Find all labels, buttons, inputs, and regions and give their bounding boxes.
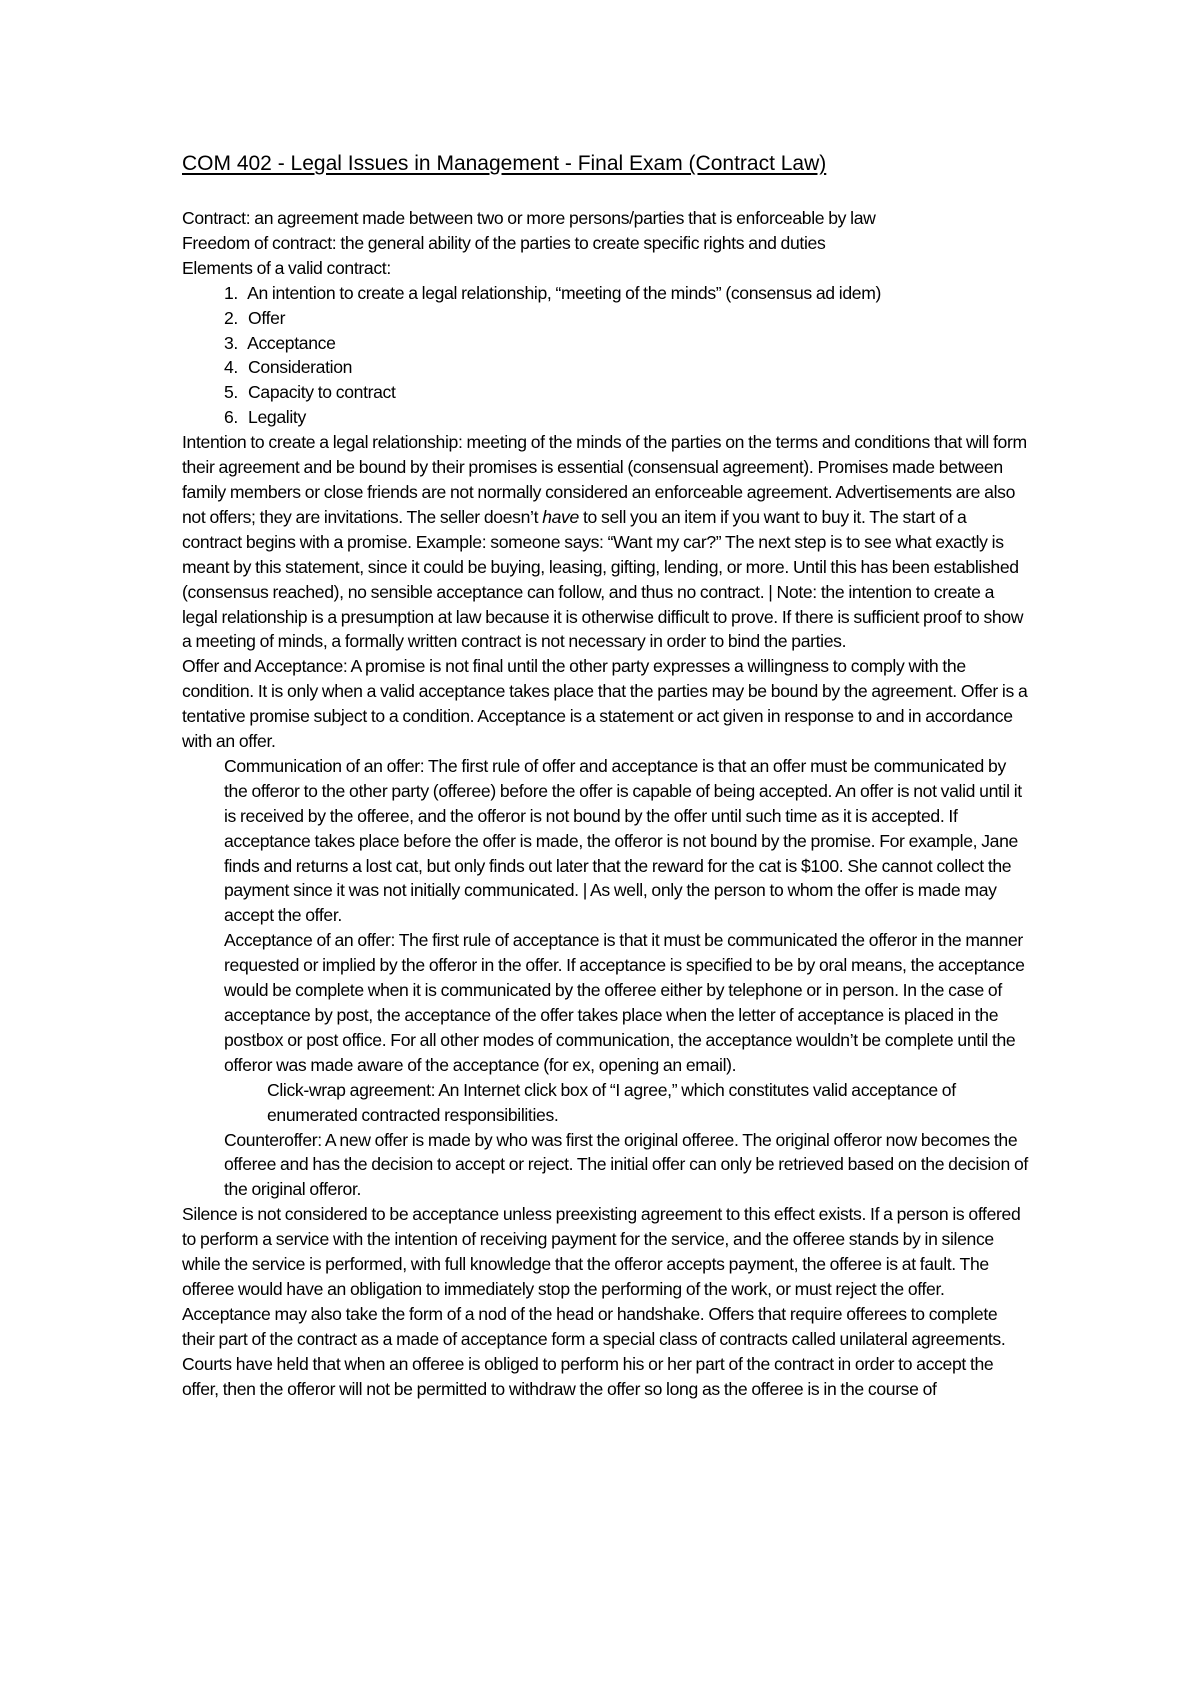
offer-acceptance-paragraph: Offer and Acceptance: A promise is not final until the other party expresses a willingness to comply with the condition. It is only when a valid acceptance takes place that the parties may be bound by the agreement. Offer is a tentative promise subject to a condition. Acceptance is a statement or act given in response to and in accordance with an offer.	[182, 656, 1028, 752]
acceptance-of-offer-paragraph: Acceptance of an offer: The first rule of acceptance is that it must be communicated the offeror in the manner requested or implied by the offeror in the offer. If acceptance is specified to be by oral means, the acceptance would be complete when it is communicated by the offeree either by telephone or in person. In the case of acceptance by post, the acceptance of the offer takes place when the letter of acceptance is placed in the postbox or post office. For all other modes of communication, the acceptance wouldn’t be complete until the offeror was made aware of the acceptance (for ex, opening an email).	[224, 930, 1025, 1075]
communication-of-offer-paragraph: Communication of an offer: The first rule of offer and acceptance is that an offer must be communicated by the offeror to the other party (offeree) before the offer is capable of being accepted. An offer is not valid until it is received by the offeree, and the offeror is not bound by the offer until such time as it is accepted. If acceptance takes place before the offer is made, the offeror is not bound by the promise. For example, Jane finds and returns a lost cat, but only finds out later that the reward for the cat is $100. She cannot collect the payment since it was not initially communicated. | As well, only the person to whom the offer is made may accept the offer.	[224, 755, 1022, 926]
list-item: 5. Capacity to contract	[224, 382, 396, 403]
document-body	[182, 206, 1028, 1402]
contract-definition: Contract: an agreement made between two or more persons/parties that is enforceable by law	[182, 208, 876, 228]
elements-heading: Elements of a valid contract:	[182, 257, 391, 278]
list-item: 6. Legality	[224, 407, 306, 428]
list-item: 1. An intention to create a legal relationship, “meeting of the minds” (consensus ad idem)	[224, 282, 882, 303]
click-wrap-paragraph: Click-wrap agreement: An Internet click box of “I agree,” which constitutes valid acceptance of enumerated contracted responsibilities.	[267, 1079, 956, 1125]
list-item: 2. Offer	[224, 307, 286, 328]
list-item: 4. Consideration	[224, 357, 353, 378]
elements-list	[182, 281, 1028, 430]
freedom-of-contract-definition: Freedom of contract: the general ability of the parties to create specific rights and duties	[182, 232, 826, 253]
silence-paragraph: Silence is not considered to be acceptance unless preexisting agreement to this effect exists. If a person is offered to perform a service with the intention of receiving payment for the service, and the offeree stands by in silence while the service is performed, with full knowledge that the offeror accepts payment, the offeree is at fault. The offeree would have an obligation to immediately stop the performing of the work, or must reject the offer. Acceptance may also take the form of a nod of the head or handshake. Offers that require offerees to complete their part of the contract as a made of acceptance form a special class of contracts called unilateral agreements. Courts have held that when an offeree is obliged to perform his or her part of the contract in order to accept the offer, then the offeror will not be permitted to withdraw the offer so long as the offeree is in the course of	[182, 1204, 1021, 1399]
intention-paragraph: Intention to create a legal relationship: meeting of the minds of the parties on the terms and conditions that will form their agreement and be bound by their promises is essential (consensual agreement). Promises made between family members or close friends are not normally considered an enforceable agreement. Advertisements are also not offers; they are invitations. The seller doesn’t have to sell you an item if you want to buy it. The start of a contract begins with a promise. Example: someone says: “Want my car?” The next step is to see what exactly is meant by this statement, since it could be buying, leasing, gifting, lending, or more. Until this has been established (consensus reached), no sensible acceptance can follow, and thus no contract. | Note: the intention to create a legal relationship is a presumption at law because it is otherwise difficult to prove. If there is sufficient proof to show a meeting of minds, a formally written contract is not necessary in order to bind the parties.	[182, 432, 1027, 652]
document-title: COM 402 - Legal Issues in Management - Final Exam (Contract Law)	[182, 152, 827, 175]
list-item: 3. Acceptance	[224, 332, 336, 353]
counteroffer-paragraph: Counteroffer: A new offer is made by who was first the original offeree. The original offeror now becomes the offeree and has the decision to accept or reject. The initial offer can only be retrieved based on the decision of the original offeror.	[224, 1129, 1028, 1200]
emphasis-have: have	[542, 506, 579, 527]
